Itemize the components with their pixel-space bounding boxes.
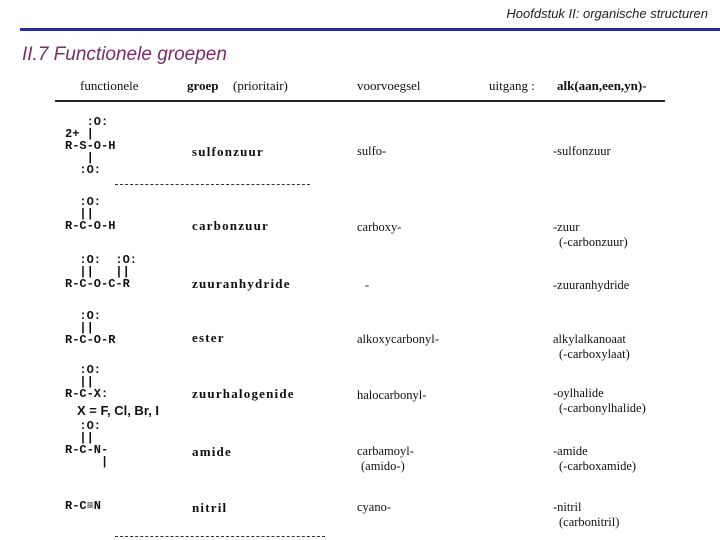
prefix: sulfo-	[357, 144, 387, 158]
suffix-note: (-carbonylhalide)	[559, 401, 646, 415]
suffix-main: -nitril	[553, 500, 582, 514]
group-name: ester	[192, 330, 225, 345]
column-header-alk: alk(aan,een,yn)-	[557, 78, 647, 93]
structure-formula: :O: || R-C-X:	[65, 363, 109, 401]
halogen-note: X = F, Cl, Br, I	[77, 403, 159, 418]
suffix-main: -zuur	[553, 220, 580, 234]
column-header-functional: functionele	[80, 78, 139, 93]
structure-formula: :O: || R-C-O-H	[65, 195, 116, 233]
suffix-note: (-carbonzuur)	[559, 235, 628, 249]
prefix-note: (amido-)	[361, 459, 405, 473]
group-name: amide	[192, 444, 232, 459]
prefix: -	[365, 278, 370, 292]
structure-formula: :O: || R-C-N- |	[65, 419, 109, 469]
structure-formula: :O: :O: || || R-C-O-C-R	[65, 253, 138, 291]
dashed-separator	[115, 536, 325, 537]
suffix-note: (carbonitril)	[559, 515, 620, 529]
suffix-main: alkylalkanoaat	[553, 332, 626, 346]
suffix	[553, 444, 636, 474]
functional-groups-table	[45, 74, 675, 540]
table-header-rule	[55, 100, 665, 102]
dashed-separator	[115, 184, 310, 185]
prefix: carboxy-	[357, 220, 402, 234]
group-name: zuurhalogenide	[192, 386, 295, 401]
group-name: sulfonzuur	[192, 144, 264, 159]
prefix-main: carbamoyl-	[357, 444, 414, 458]
suffix	[553, 332, 630, 362]
group-name: nitril	[192, 500, 228, 515]
suffix: -sulfonzuur	[553, 144, 611, 158]
structure-formula: :O: 2+ | R-S-O-H | :O:	[65, 115, 116, 177]
suffix	[553, 386, 646, 416]
suffix-note: (-carboxamide)	[559, 459, 637, 473]
column-header-priority: (prioritair)	[233, 78, 288, 93]
suffix	[553, 220, 628, 250]
header-divider	[20, 28, 720, 31]
suffix-main: -amide	[553, 444, 588, 458]
column-header-group: groep	[187, 78, 219, 93]
chapter-header: Hoofdstuk II: organische structuren	[506, 6, 708, 21]
suffix: -zuuranhydride	[553, 278, 630, 292]
prefix: alkoxycarbonyl-	[357, 332, 439, 346]
structure-formula: :O: || R-C-O-R	[65, 309, 116, 347]
column-header-prefix: voorvoegsel	[357, 78, 421, 93]
group-name: zuuranhydride	[192, 276, 291, 291]
prefix: halocarbonyl-	[357, 388, 427, 402]
suffix-main: -oylhalide	[553, 386, 604, 400]
suffix	[553, 500, 619, 530]
prefix	[357, 444, 414, 474]
prefix: cyano-	[357, 500, 392, 514]
column-header-ending: uitgang :	[489, 78, 535, 93]
slide-title: II.7 Functionele groepen	[22, 44, 227, 65]
structure-formula: R-C≡N	[65, 499, 102, 513]
suffix-note: (-carboxylaat)	[559, 347, 630, 361]
group-name: carbonzuur	[192, 218, 269, 233]
